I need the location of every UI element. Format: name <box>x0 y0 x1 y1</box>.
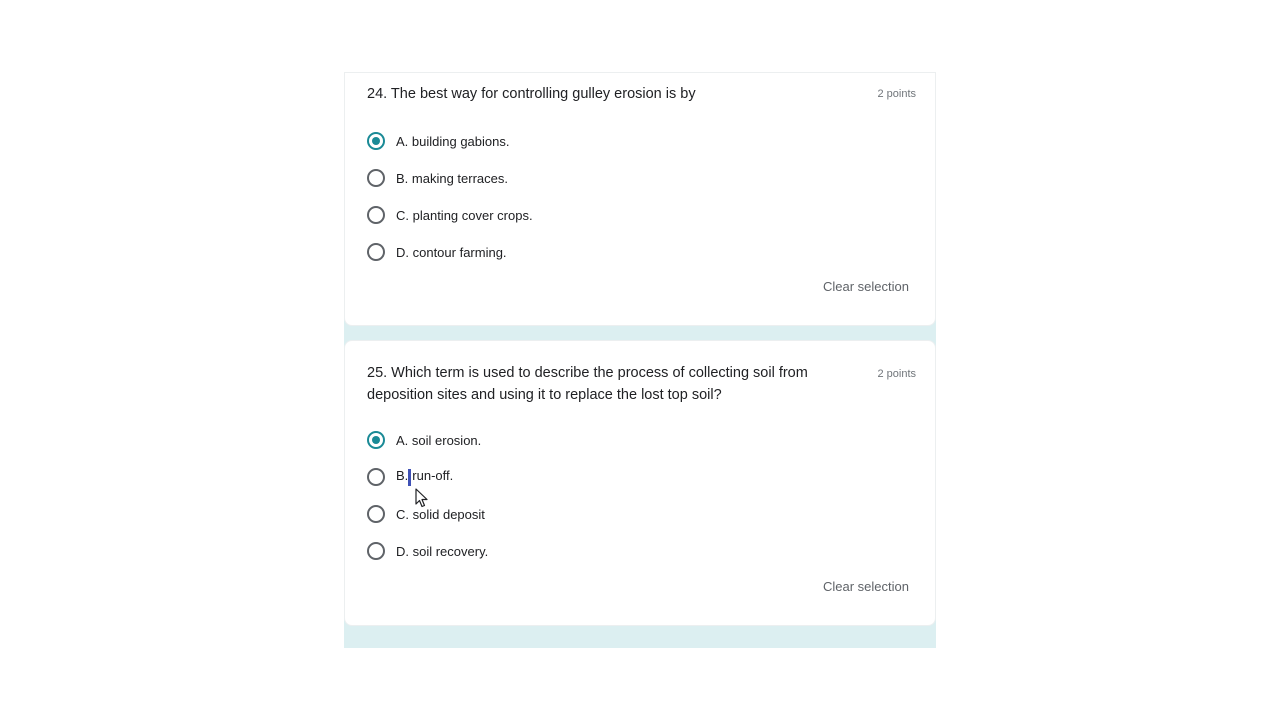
question-title: 24. The best way for controlling gulley erosion is by <box>367 86 696 102</box>
option-c[interactable] <box>367 204 533 226</box>
option-a[interactable] <box>367 429 481 451</box>
option-label-prefix: B. <box>396 468 409 484</box>
option-d[interactable] <box>367 241 507 263</box>
option-label: A. soil erosion. <box>396 432 482 448</box>
option-d[interactable] <box>367 540 488 562</box>
radio-unchecked-icon[interactable] <box>367 243 385 261</box>
option-label: C. planting cover crops. <box>396 207 533 223</box>
radio-unchecked-icon[interactable] <box>367 542 385 560</box>
option-label: C. solid deposit <box>396 506 485 522</box>
question-card-25 <box>344 340 936 626</box>
radio-unchecked-icon[interactable] <box>367 169 385 187</box>
option-label-rest: run-off. <box>412 468 454 484</box>
option-b[interactable] <box>367 466 453 488</box>
question-points: 2 points <box>877 368 916 380</box>
option-label <box>396 468 453 485</box>
clear-selection-button[interactable]: Clear selection <box>823 579 909 594</box>
option-label: D. contour farming. <box>396 244 507 260</box>
radio-unchecked-icon[interactable] <box>367 206 385 224</box>
radio-unchecked-icon[interactable] <box>367 468 385 486</box>
text-caret <box>408 469 411 486</box>
option-label: A. building gabions. <box>396 133 510 149</box>
option-b[interactable] <box>367 167 508 189</box>
question-card-24 <box>344 72 936 326</box>
question-points: 2 points <box>877 88 916 100</box>
radio-checked-icon[interactable] <box>367 431 385 449</box>
option-label: D. soil recovery. <box>396 543 489 559</box>
mouse-pointer-icon <box>415 488 429 508</box>
question-title: 25. Which term is used to describe the process of collecting soil from deposition sites and using it to replace the lost top soil? <box>367 365 808 403</box>
option-label: B. making terraces. <box>396 170 508 186</box>
radio-checked-icon[interactable] <box>367 132 385 150</box>
clear-selection-button[interactable]: Clear selection <box>823 279 909 294</box>
option-a[interactable] <box>367 130 509 152</box>
radio-unchecked-icon[interactable] <box>367 505 385 523</box>
